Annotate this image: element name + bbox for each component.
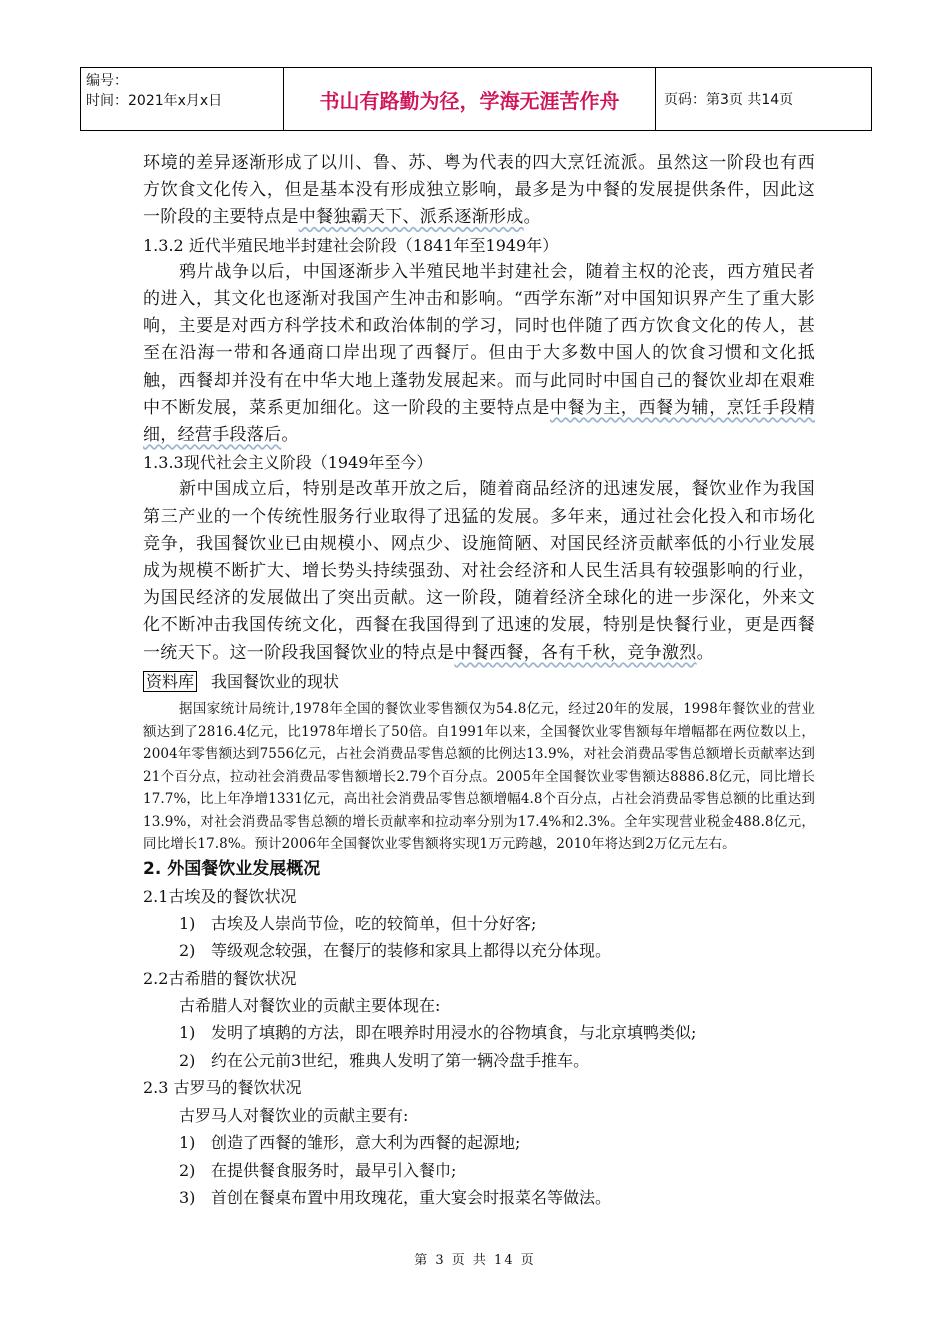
header-page-info: 页码：第3页 共14页 (664, 92, 794, 108)
section-heading-1-3-3: 1.3.3现代社会主义阶段（1949年至今） (143, 453, 433, 473)
list-item: 1) 创造了西餐的雏形，意大利为西餐的起源地; (179, 1133, 521, 1153)
reference-text: 据国家统计局统计,1978年全国的餐饮业零售额仅为54.8亿元，经过20年的发展，1998年餐饮业的营业额达到了2816.4亿元，比1978年增长了50倍。自1991年以来，全国餐饮业零售额每年增幅都在两位数以上，2004年零售额达到7556亿元，占社会消费品零售总额的比例达13.9%，对社会消费品零售总额增长贡献率达到21个百分点，拉动社会消费品零售额增长2.79个百分点。2005年全国餐饮业零售额达8886.8亿元，同比增长17.7%，比上年净增1331亿元，高出社会消费品零售总额增幅4.8个百分点，占社会消费品零售总额的比重达到13.9%，对社会消费品零售总额的增长贡献率和拉动率分别为17.4%和2.3%。全年实现营业税金488.8亿元，同比增长17.8%。预计2006年全国餐饮业零售额将实现1万元跨越，2010年将达到2万亿元左右。 (143, 701, 815, 853)
section-heading-2-3: 2.3 古罗马的餐饮状况 (143, 1078, 302, 1098)
code-label: 编号： (86, 73, 128, 89)
list-item: 1) 发明了填鹅的方法，即在喂养时用浸水的谷物填食，与北京填鸭类似; (179, 1023, 697, 1043)
list-intro: 古罗马人对餐饮业的贡献主要有: (179, 1105, 409, 1125)
section-heading-2: 2. 外国餐饮业发展概况 (143, 858, 321, 879)
reference-box-label: 资料库 (143, 671, 197, 692)
list-item: 2) 等级观念较强，在餐厅的装修和家具上都得以充分体现。 (179, 941, 612, 961)
list-intro: 古希腊人对餐饮业的贡献主要体现在: (179, 995, 441, 1015)
date-label: 时间：2021年x月x日 (86, 93, 223, 109)
page-header (80, 67, 872, 131)
list-item: 1) 古埃及人崇尚节俭，吃的较简单，但十分好客; (179, 913, 537, 933)
list-item: 2) 约在公元前3世纪，雅典人发明了第一辆冷盘手推车。 (179, 1050, 590, 1070)
list-item: 3) 首创在餐桌布置中用玫瑰花，重大宴会时报菜名等做法。 (179, 1188, 612, 1208)
section-heading-2-1: 2.1古埃及的餐饮状况 (143, 886, 297, 906)
key-point: 中餐为主，西餐为辅，烹饪手段精细，经营手段落后 (143, 397, 816, 446)
reference-title: 我国餐饮业的现状 (211, 671, 340, 691)
list-item: 2) 在提供餐食服务时，最早引入餐巾; (179, 1160, 457, 1180)
key-point: 中餐西餐，各有千秋，竞争激烈 (454, 642, 697, 663)
header-motto: 书山有路勤为径，学海无涯苦作舟 (284, 68, 656, 130)
paragraph: 环境的差异逐渐形成了以川、鲁、苏、粤为代表的四大烹饪流派。虽然这一阶段也有西方饮食文化传入，但是基本没有形成独立影响，最多是为中餐的发展提供条件，因此这一阶段的主要特点是中餐独霸天下、派系逐渐形成。 (143, 153, 815, 228)
header-meta (81, 68, 284, 130)
paragraph: 鸦片战争以后，中国逐渐步入半殖民地半封建社会，随着主权的沦丧，西方殖民者的进入，其文化也逐渐对我国产生冲击和影响。“西学东渐”对中国知识界产生了重大影响，主要是对西方科学技术和政治体制的学习，同时也伴随了西方饮食文化的传人，甚至在沿海一带和各通商口岸出现了西餐厅。但由于大多数中国人的饮食习惯和文化抵触，西餐却并没有在中华大地上蓬勃发展起来。而与此同时中国自己的餐饮业却在艰难中不断发展，菜系更加细化。这一阶段的主要特点是中餐为主，西餐为辅，烹饪手段精细，经营手段落后。 (143, 261, 816, 446)
section-heading-2-2: 2.2古希腊的餐饮状况 (143, 968, 297, 988)
document-body (143, 150, 815, 1212)
key-point: 中餐独霸天下、派系逐渐形成 (298, 207, 524, 228)
section-heading-1-3-2: 1.3.2 近代半殖民地半封建社会阶段（1841年至1949年） (143, 235, 559, 255)
reference-heading (143, 668, 815, 695)
page-footer: 第 3 页 共 14 页 (414, 1253, 536, 1268)
paragraph: 新中国成立后，特别是改革开放之后，随着商品经济的迅速发展，餐饮业作为我国第三产业的一个传统性服务行业取得了迅猛的发展。多年来，通过社会化投入和市场化竞争，我国餐饮业已由规模小、网点少、设施简陋、对国民经济贡献率低的小行业发展成为规模不断扩大、增长势头持续强劲、对社会经济和人民生活具有较强影响的行业，为国民经济的发展做出了突出贡献。这一阶段，随着经济全球化的进一步深化，外来文化不断冲击我国传统文化，西餐在我国得到了迅速的发展，特别是快餐行业，更是西餐一统天下。这一阶段我国餐饮业的特点是中餐西餐，各有千秋，竞争激烈。 (143, 479, 815, 663)
